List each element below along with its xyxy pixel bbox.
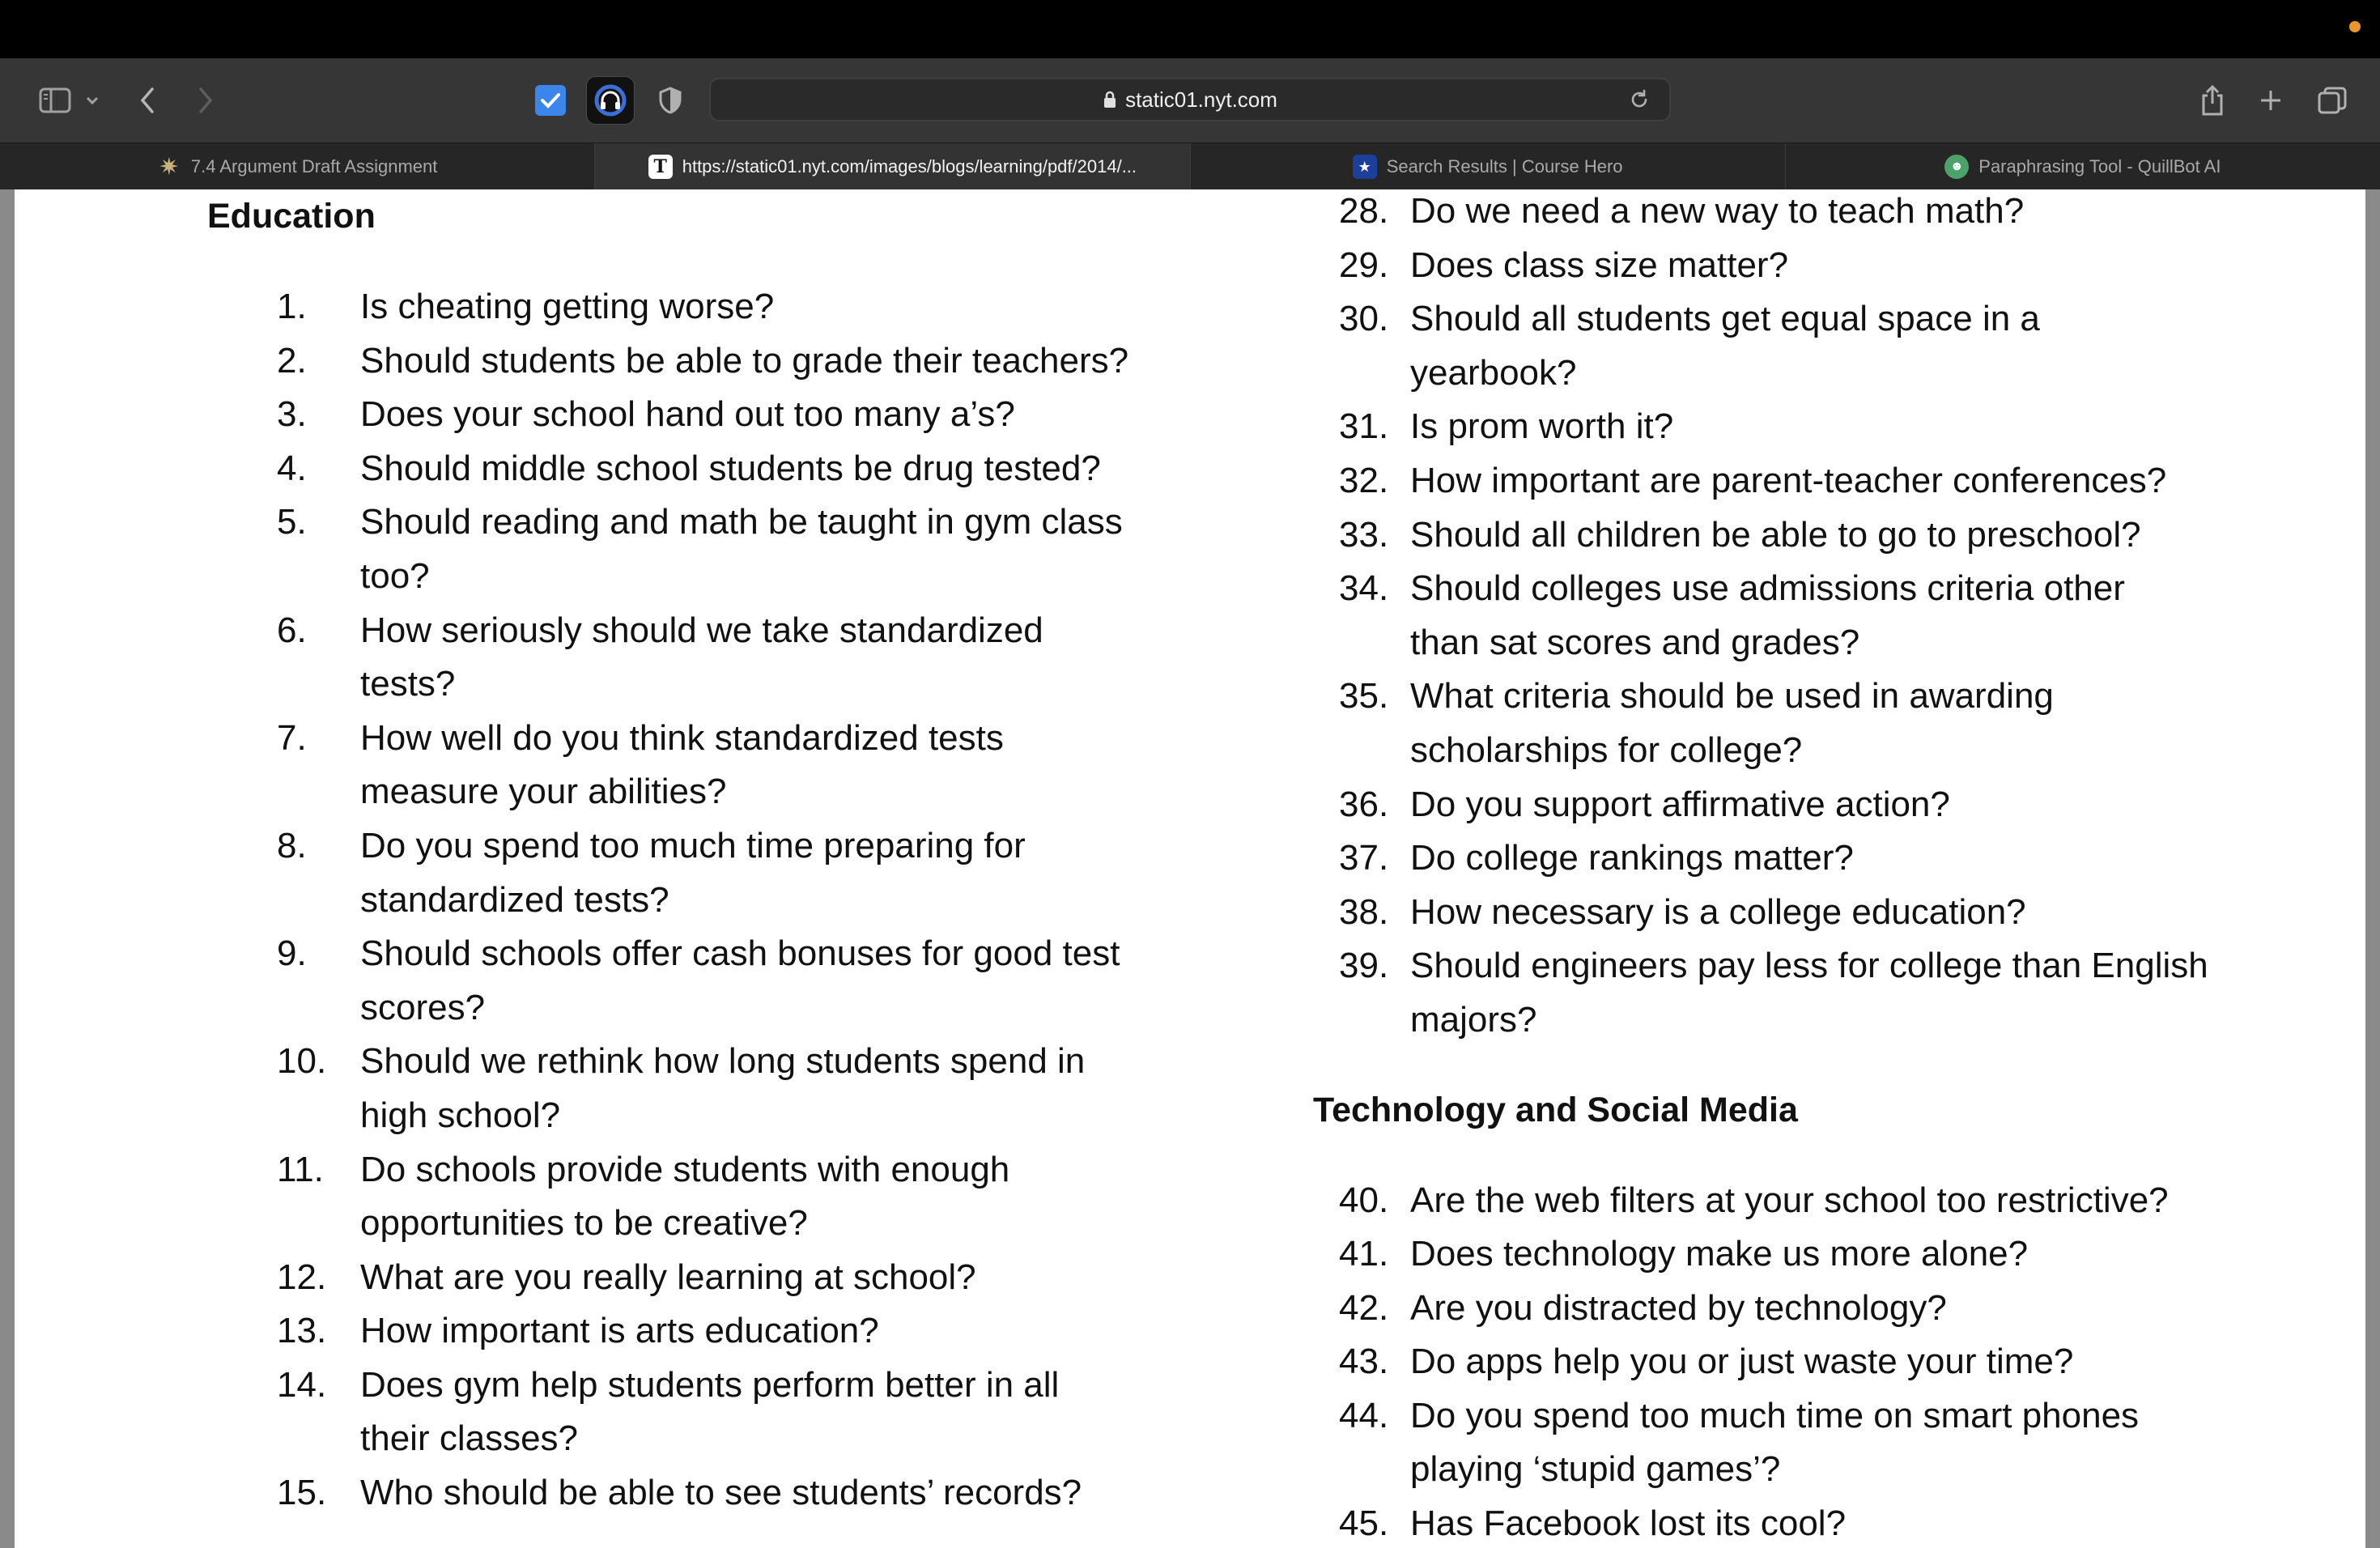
item-text: How important is arts education? bbox=[360, 1311, 879, 1351]
item-text: standardized tests? bbox=[360, 879, 669, 920]
item-text: Should all students get equal space in a bbox=[1410, 299, 2040, 339]
page-viewport[interactable] bbox=[0, 189, 2380, 1548]
list-item bbox=[207, 334, 1130, 389]
item-number: 1. bbox=[277, 287, 307, 326]
item-text: Do you support affirmative action? bbox=[1410, 784, 1950, 824]
share-icon bbox=[2199, 84, 2225, 117]
extension-audio-button[interactable] bbox=[586, 79, 635, 121]
list-item bbox=[1256, 1174, 2310, 1228]
list-item bbox=[207, 495, 1130, 603]
tab-course-hero[interactable] bbox=[1191, 143, 1786, 190]
list-item bbox=[1256, 292, 2310, 400]
item-number: 36. bbox=[1339, 784, 1389, 824]
item-text: How well do you think standardized tests bbox=[360, 717, 1004, 758]
item-number: 33. bbox=[1339, 514, 1389, 555]
item-number: 28. bbox=[1339, 191, 1389, 231]
url-text: static01.nyt.com bbox=[1125, 87, 1277, 112]
item-text: Are the web filters at your school too restrictive? bbox=[1410, 1180, 2169, 1220]
item-number: 37. bbox=[1339, 838, 1389, 878]
list-item bbox=[1256, 831, 2310, 886]
item-text: Should we rethink how long students spend in bbox=[360, 1041, 1086, 1082]
tab-label: Search Results | Course Hero bbox=[1386, 156, 1623, 176]
item-number: 44. bbox=[1339, 1395, 1389, 1435]
list-item bbox=[207, 1251, 1130, 1305]
item-number: 10. bbox=[277, 1041, 327, 1082]
list-item bbox=[207, 388, 1130, 442]
forward-button[interactable] bbox=[188, 79, 223, 121]
item-text: tests? bbox=[360, 664, 456, 704]
item-text: Who should be able to see students’ records? bbox=[360, 1473, 1082, 1513]
item-number: 15. bbox=[277, 1473, 327, 1513]
item-number: 5. bbox=[277, 502, 307, 542]
item-text: Do you spend too much time on smart phones bbox=[1410, 1395, 2140, 1435]
chevron-right-icon bbox=[197, 87, 215, 114]
item-text: Does gym help students perform better in all bbox=[360, 1364, 1060, 1405]
item-text: scores? bbox=[360, 987, 486, 1027]
item-text: yearbook? bbox=[1410, 352, 1577, 393]
item-number: 38. bbox=[1339, 891, 1389, 932]
pdf-page bbox=[15, 189, 2365, 1548]
item-number: 7. bbox=[277, 717, 307, 758]
list-item bbox=[1256, 939, 2310, 1047]
star-icon: ✷ bbox=[159, 153, 180, 181]
list-item bbox=[207, 604, 1130, 712]
item-text: Should students be able to grade their teachers? bbox=[360, 340, 1129, 381]
list-item bbox=[207, 819, 1130, 927]
tab-label: Paraphrasing Tool - QuillBot AI bbox=[1978, 156, 2221, 176]
item-number: 11. bbox=[277, 1149, 324, 1189]
item-text: Is cheating getting worse? bbox=[360, 287, 775, 326]
list-item bbox=[1256, 189, 2310, 239]
list-item bbox=[207, 1466, 1130, 1520]
checkbox-icon bbox=[535, 85, 566, 116]
item-text: Should schools offer cash bonuses for good test bbox=[360, 933, 1120, 974]
new-tab-button[interactable] bbox=[2250, 79, 2291, 121]
item-text: Should middle school students be drug tested? bbox=[360, 448, 1101, 488]
course-hero-icon: ★ bbox=[1353, 155, 1377, 179]
sidebar-icon[interactable] bbox=[31, 79, 79, 121]
shield-icon[interactable] bbox=[652, 79, 688, 121]
item-text: high school? bbox=[360, 1095, 561, 1135]
item-text: Do you spend too much time preparing for bbox=[360, 825, 1026, 865]
tab-argument-draft[interactable] bbox=[0, 143, 595, 190]
item-number: 31. bbox=[1339, 406, 1389, 447]
list-item bbox=[1256, 454, 2310, 508]
item-text: Do college rankings matter? bbox=[1410, 838, 1854, 878]
item-number: 12. bbox=[277, 1257, 327, 1297]
item-text: Does technology make us more alone? bbox=[1410, 1234, 2029, 1274]
item-number: 39. bbox=[1339, 946, 1389, 986]
item-number: 14. bbox=[277, 1364, 327, 1405]
right-column bbox=[1313, 189, 2310, 1548]
item-text: How seriously should we take standardized bbox=[360, 610, 1043, 650]
question-list bbox=[1339, 189, 2310, 1048]
item-text: Is prom worth it? bbox=[1410, 406, 1674, 447]
item-text: opportunities to be creative? bbox=[360, 1203, 808, 1244]
list-item bbox=[207, 712, 1130, 819]
list-item bbox=[1256, 1335, 2310, 1389]
address-bar[interactable] bbox=[709, 78, 1671, 121]
section-heading-technology: Technology and Social Media bbox=[1313, 1090, 1798, 1129]
item-number: 13. bbox=[277, 1311, 327, 1351]
item-text: What criteria should be used in awarding bbox=[1410, 676, 2054, 717]
item-text: How important are parent-teacher conferences? bbox=[1410, 460, 2167, 500]
tab-label: 7.4 Argument Draft Assignment bbox=[190, 156, 438, 176]
item-text: than sat scores and grades? bbox=[1410, 622, 1860, 662]
left-column bbox=[207, 189, 1130, 1520]
list-item bbox=[207, 280, 1130, 334]
extension-checkbox-button[interactable] bbox=[533, 79, 568, 121]
item-text: Should colleges use admissions criteria other bbox=[1410, 568, 2125, 609]
item-text: measure your abilities? bbox=[360, 772, 727, 812]
item-number: 41. bbox=[1339, 1234, 1389, 1274]
item-text: Should reading and math be taught in gym class bbox=[360, 502, 1123, 542]
item-text: Should engineers pay less for college than English bbox=[1410, 946, 2208, 986]
item-text: scholarships for college? bbox=[1410, 729, 1803, 770]
item-text: playing ‘stupid games’? bbox=[1410, 1449, 1781, 1490]
back-button[interactable] bbox=[130, 79, 165, 121]
reload-button[interactable] bbox=[1624, 84, 1655, 115]
item-number: 3. bbox=[277, 394, 307, 435]
nyt-icon: T bbox=[648, 155, 673, 179]
list-item bbox=[207, 1304, 1130, 1359]
reload-icon bbox=[1629, 89, 1650, 110]
plus-icon bbox=[2259, 88, 2283, 113]
browser-toolbar bbox=[0, 58, 2380, 142]
item-text: majors? bbox=[1410, 999, 1537, 1040]
list-item bbox=[207, 1143, 1130, 1251]
tab-nyt-pdf[interactable] bbox=[595, 143, 1190, 190]
item-text: Should all children be able to go to preschool? bbox=[1410, 514, 2141, 555]
item-number: 43. bbox=[1339, 1342, 1389, 1382]
item-number: 40. bbox=[1339, 1180, 1389, 1220]
list-item bbox=[1256, 1389, 2310, 1497]
item-text: Do schools provide students with enough bbox=[360, 1149, 1010, 1189]
headphones-icon bbox=[586, 76, 635, 125]
lock-icon bbox=[1103, 90, 1117, 109]
item-text: their classes? bbox=[360, 1418, 579, 1459]
item-text: Does your school hand out too many a’s? bbox=[360, 394, 1015, 435]
tabs-icon bbox=[2317, 86, 2348, 115]
item-number: 34. bbox=[1339, 568, 1389, 609]
list-item bbox=[1256, 508, 2310, 563]
list-item bbox=[1256, 886, 2310, 940]
chevron-down-icon[interactable] bbox=[81, 79, 104, 121]
question-list bbox=[15, 280, 1130, 1520]
item-text: Are you distracted by technology? bbox=[1410, 1287, 1947, 1328]
list-item bbox=[1256, 1227, 2310, 1282]
tab-quillbot[interactable] bbox=[1786, 143, 2380, 190]
item-text: Do we need a new way to teach math? bbox=[1410, 191, 2025, 231]
item-number: 4. bbox=[277, 448, 307, 488]
list-item bbox=[1256, 670, 2310, 777]
item-text: What are you really learning at school? bbox=[360, 1257, 976, 1297]
item-number: 32. bbox=[1339, 460, 1389, 500]
item-text: Do apps help you or just waste your time? bbox=[1410, 1342, 2074, 1382]
item-text: Has Facebook lost its cool? bbox=[1410, 1503, 1847, 1544]
tab-overview-button[interactable] bbox=[2312, 79, 2352, 121]
item-text: too? bbox=[360, 555, 430, 596]
list-item bbox=[1256, 562, 2310, 670]
share-button[interactable] bbox=[2192, 79, 2233, 121]
list-item bbox=[1256, 1497, 2310, 1548]
list-item bbox=[1256, 778, 2310, 832]
item-number: 35. bbox=[1339, 676, 1389, 717]
item-number: 9. bbox=[277, 933, 307, 974]
recording-indicator-icon bbox=[2349, 21, 2361, 32]
list-item bbox=[1256, 239, 2310, 293]
list-item bbox=[207, 927, 1130, 1035]
list-item bbox=[207, 1035, 1130, 1142]
list-item bbox=[207, 1359, 1130, 1466]
question-list bbox=[1339, 1174, 2310, 1548]
item-text: Does class size matter? bbox=[1410, 245, 1789, 285]
quillbot-icon: ☻ bbox=[1944, 155, 1969, 179]
tab-label: https://static01.nyt.com/images/blogs/learning/pdf/2014/... bbox=[682, 156, 1137, 176]
item-number: 29. bbox=[1339, 245, 1389, 285]
item-number: 2. bbox=[277, 340, 307, 381]
chevron-left-icon bbox=[138, 87, 156, 114]
item-text: How necessary is a college education? bbox=[1410, 891, 2026, 932]
menu-bar bbox=[0, 0, 2380, 58]
item-number: 6. bbox=[277, 610, 307, 650]
item-number: 30. bbox=[1339, 299, 1389, 339]
list-item bbox=[1256, 1282, 2310, 1336]
item-number: 45. bbox=[1339, 1503, 1389, 1544]
list-item bbox=[1256, 400, 2310, 454]
list-item bbox=[207, 442, 1130, 496]
section-heading-education: Education bbox=[207, 197, 376, 236]
item-number: 8. bbox=[277, 825, 307, 865]
item-number: 42. bbox=[1339, 1287, 1389, 1328]
tab-strip bbox=[0, 142, 2380, 190]
